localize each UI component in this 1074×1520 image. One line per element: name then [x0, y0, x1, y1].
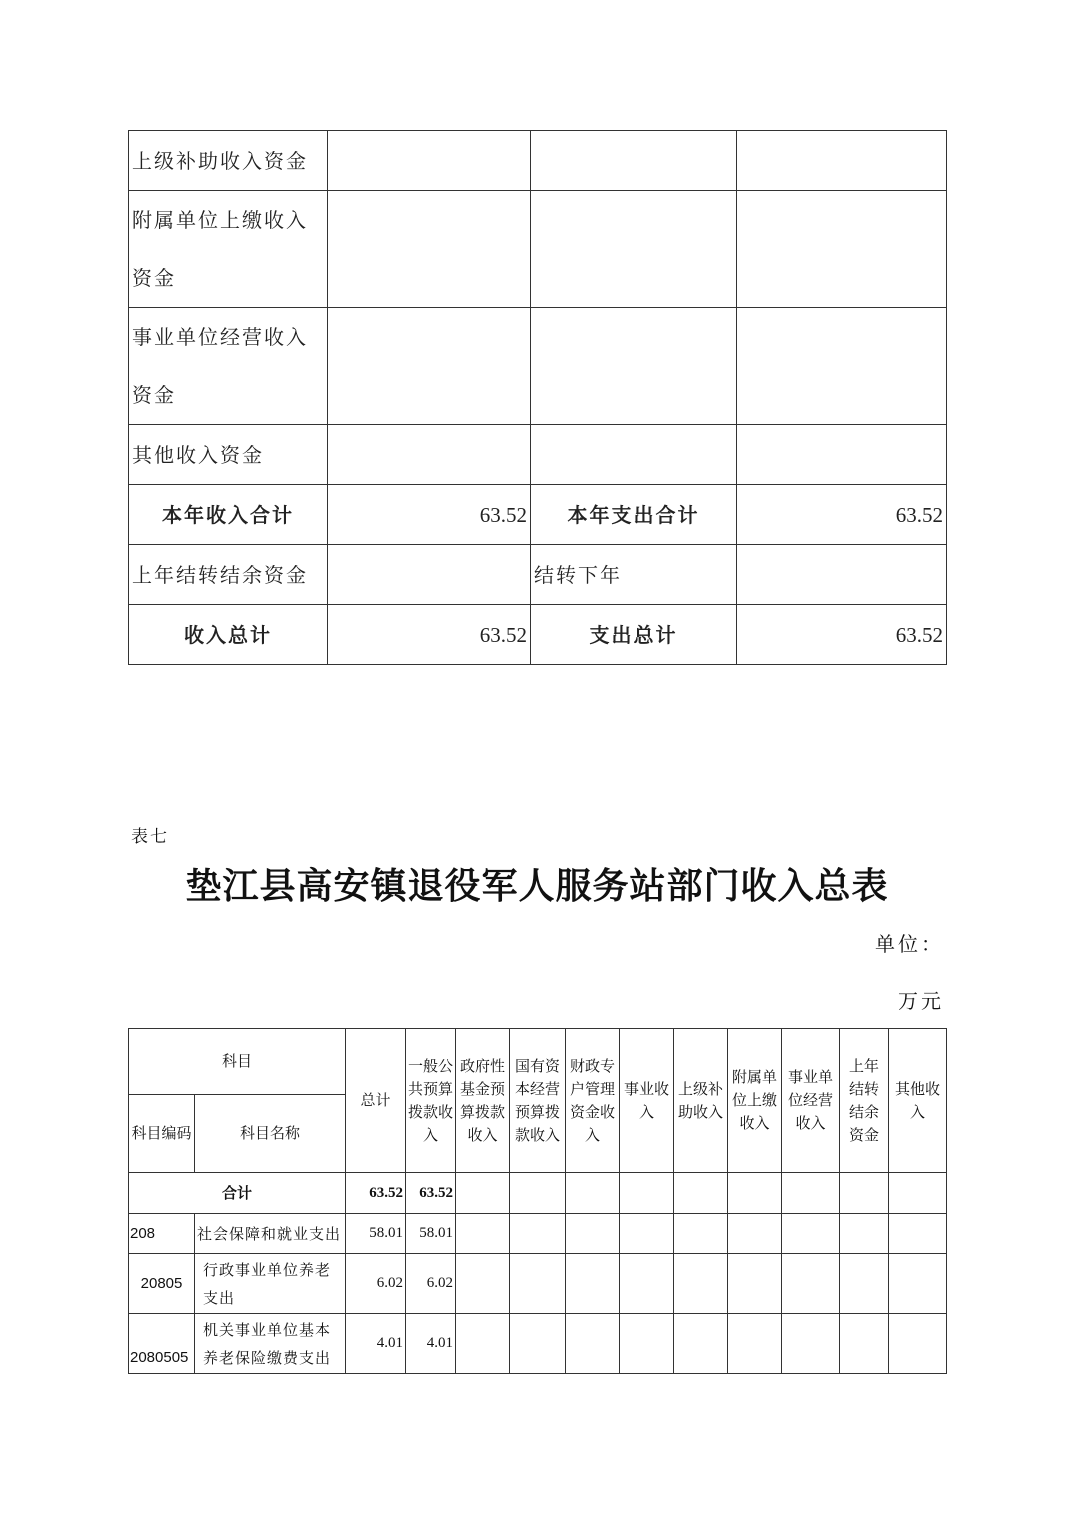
empty-cell [674, 1254, 728, 1314]
table-row [129, 485, 947, 545]
row-amount [328, 425, 531, 485]
empty-cell [456, 1173, 510, 1214]
subject-code: 208 [129, 1214, 195, 1254]
empty-cell [456, 1214, 510, 1254]
row-label2 [531, 308, 737, 425]
row-amount2 [737, 191, 947, 308]
total-value: 63.52 [346, 1173, 406, 1214]
empty-cell [510, 1214, 566, 1254]
total-label: 合计 [129, 1173, 346, 1214]
empty-cell [728, 1214, 782, 1254]
header-business: 事业收入 [620, 1029, 674, 1173]
row-label: 事业单位经营收入资金 [129, 308, 328, 425]
table-row [129, 308, 947, 425]
subject-name: 行政事业单位养老支出 [195, 1254, 346, 1314]
header-subject: 科目 [129, 1029, 346, 1095]
empty-cell [566, 1254, 620, 1314]
general-budget-value: 4.01 [406, 1314, 456, 1374]
header-superior-subsidy: 上级补助收入 [674, 1029, 728, 1173]
table-row [129, 605, 947, 665]
empty-cell [620, 1314, 674, 1374]
row-label: 本年收入合计 [129, 485, 328, 545]
row-label2 [531, 131, 737, 191]
table-row [129, 191, 947, 308]
row-amount2 [737, 545, 947, 605]
row-label: 上级补助收入资金 [129, 131, 328, 191]
table-row [129, 131, 947, 191]
table-row [129, 1314, 947, 1374]
header-name: 科目名称 [195, 1095, 346, 1173]
empty-cell [889, 1314, 947, 1374]
row-amount2: 63.52 [737, 605, 947, 665]
row-label2 [531, 425, 737, 485]
row-amount: 63.52 [328, 485, 531, 545]
empty-cell [889, 1254, 947, 1314]
general-budget-value: 6.02 [406, 1254, 456, 1314]
empty-cell [840, 1314, 889, 1374]
row-amount [328, 308, 531, 425]
row-amount2: 63.52 [737, 485, 947, 545]
total-value: 58.01 [346, 1214, 406, 1254]
empty-cell [782, 1214, 840, 1254]
row-label: 上年结转结余资金 [129, 545, 328, 605]
empty-cell [840, 1173, 889, 1214]
empty-cell [674, 1214, 728, 1254]
empty-cell [510, 1314, 566, 1374]
empty-cell [889, 1214, 947, 1254]
empty-cell [456, 1254, 510, 1314]
table-row [129, 1254, 947, 1314]
header-row [129, 1029, 947, 1095]
header-total: 总计 [346, 1029, 406, 1173]
empty-cell [728, 1314, 782, 1374]
row-amount2 [737, 131, 947, 191]
general-budget-value: 58.01 [406, 1214, 456, 1254]
empty-cell [620, 1173, 674, 1214]
row-amount: 63.52 [328, 605, 531, 665]
total-value: 4.01 [346, 1314, 406, 1374]
table-number: 表七 [131, 827, 169, 847]
table-row [129, 1214, 947, 1254]
general-budget-value: 63.52 [406, 1173, 456, 1214]
subject-code: 2080505 [129, 1314, 195, 1374]
empty-cell [674, 1173, 728, 1214]
unit-label: 单位： [875, 932, 944, 956]
header-other: 其他收入 [889, 1029, 947, 1173]
page-title: 垫江县高安镇退役军人服务站部门收入总表 [185, 865, 889, 907]
empty-cell [566, 1214, 620, 1254]
header-operating: 事业单位经营收入 [782, 1029, 840, 1173]
row-label2: 结转下年 [531, 545, 737, 605]
income-expense-summary-table [128, 130, 947, 665]
header-carryover: 上年结转结余资金 [840, 1029, 889, 1173]
header-fiscal-special: 财政专户管理资金收入 [566, 1029, 620, 1173]
row-label2: 支出总计 [531, 605, 737, 665]
empty-cell [782, 1254, 840, 1314]
empty-cell [620, 1214, 674, 1254]
empty-cell [840, 1254, 889, 1314]
unit-value: 万元 [898, 989, 944, 1013]
total-row [129, 1173, 947, 1214]
empty-cell [728, 1173, 782, 1214]
row-amount2 [737, 308, 947, 425]
row-amount [328, 131, 531, 191]
subject-code: 20805 [129, 1254, 195, 1314]
empty-cell [566, 1173, 620, 1214]
empty-cell [840, 1214, 889, 1254]
empty-cell [620, 1254, 674, 1314]
empty-cell [889, 1173, 947, 1214]
row-amount2 [737, 425, 947, 485]
total-value: 6.02 [346, 1254, 406, 1314]
row-amount [328, 545, 531, 605]
header-general-budget: 一般公共预算拨款收入 [406, 1029, 456, 1173]
row-label2 [531, 191, 737, 308]
row-label2: 本年支出合计 [531, 485, 737, 545]
header-state-capital: 国有资本经营预算拨款收入 [510, 1029, 566, 1173]
empty-cell [566, 1314, 620, 1374]
empty-cell [674, 1314, 728, 1374]
table-row [129, 425, 947, 485]
header-affiliated: 附属单位上缴收入 [728, 1029, 782, 1173]
subject-name: 机关事业单位基本养老保险缴费支出 [195, 1314, 346, 1374]
header-code: 科目编码 [129, 1095, 195, 1173]
row-amount [328, 191, 531, 308]
header-gov-fund: 政府性基金预算拨款收入 [456, 1029, 510, 1173]
subject-name: 社会保障和就业支出 [195, 1214, 346, 1254]
empty-cell [510, 1173, 566, 1214]
table-row [129, 545, 947, 605]
empty-cell [782, 1173, 840, 1214]
empty-cell [728, 1254, 782, 1314]
row-label: 附属单位上缴收入资金 [129, 191, 328, 308]
empty-cell [782, 1314, 840, 1374]
row-label: 其他收入资金 [129, 425, 328, 485]
row-label: 收入总计 [129, 605, 328, 665]
department-income-table [128, 1028, 947, 1374]
empty-cell [456, 1314, 510, 1374]
empty-cell [510, 1254, 566, 1314]
